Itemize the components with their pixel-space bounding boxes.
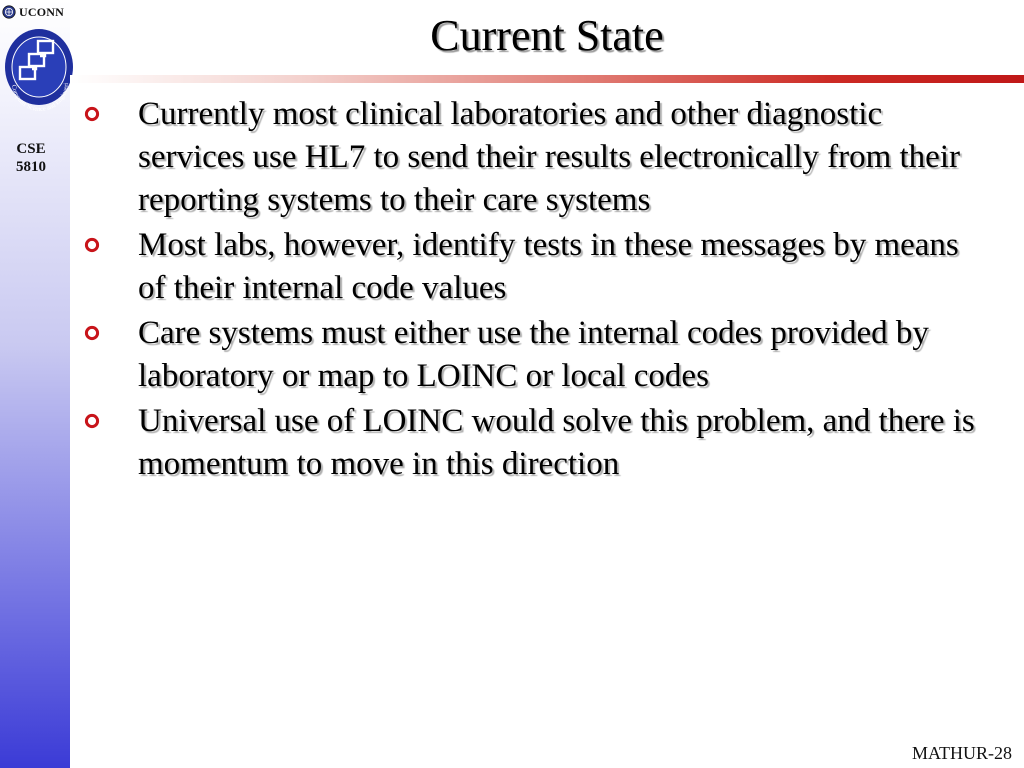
bullet-list: [82, 93, 982, 488]
bullet-text: Currently most clinical laboratories and other diagnostic services use HL7 to send their results electronically from their reporting systems to their care systems: [138, 96, 960, 218]
logo-caption: Computer Science and Engineeri: [10, 82, 71, 114]
bullet-item: [82, 312, 982, 398]
title-divider: [70, 75, 1024, 83]
course-code: CSE 5810: [16, 141, 46, 175]
slide-title: Current State: [430, 11, 664, 60]
bullet-text: Universal use of LOINC would solve this problem, and there is momentum to move in this direction: [138, 403, 975, 482]
hollow-circle-bullet-icon: [84, 106, 100, 122]
bullet-item: [82, 400, 982, 486]
hollow-circle-bullet-icon: [84, 325, 100, 341]
cse-logo-icon: [2, 25, 74, 130]
uconn-seal-icon: [2, 5, 16, 19]
bullet-item: [82, 224, 982, 310]
bullet-text: Most labs, however, identify tests in these messages by means of their internal code values: [138, 227, 959, 306]
uconn-brand: [2, 3, 64, 21]
slide-footer: MATHUR-28: [911, 743, 1012, 763]
course-label: [0, 140, 62, 176]
hollow-circle-bullet-icon: [84, 413, 100, 429]
hollow-circle-bullet-icon: [84, 237, 100, 253]
bullet-text: Care systems must either use the internal codes provided by laboratory or map to LOINC or local codes: [138, 315, 929, 394]
institution-name: UCONN: [19, 4, 64, 19]
bullet-item: [82, 93, 982, 222]
